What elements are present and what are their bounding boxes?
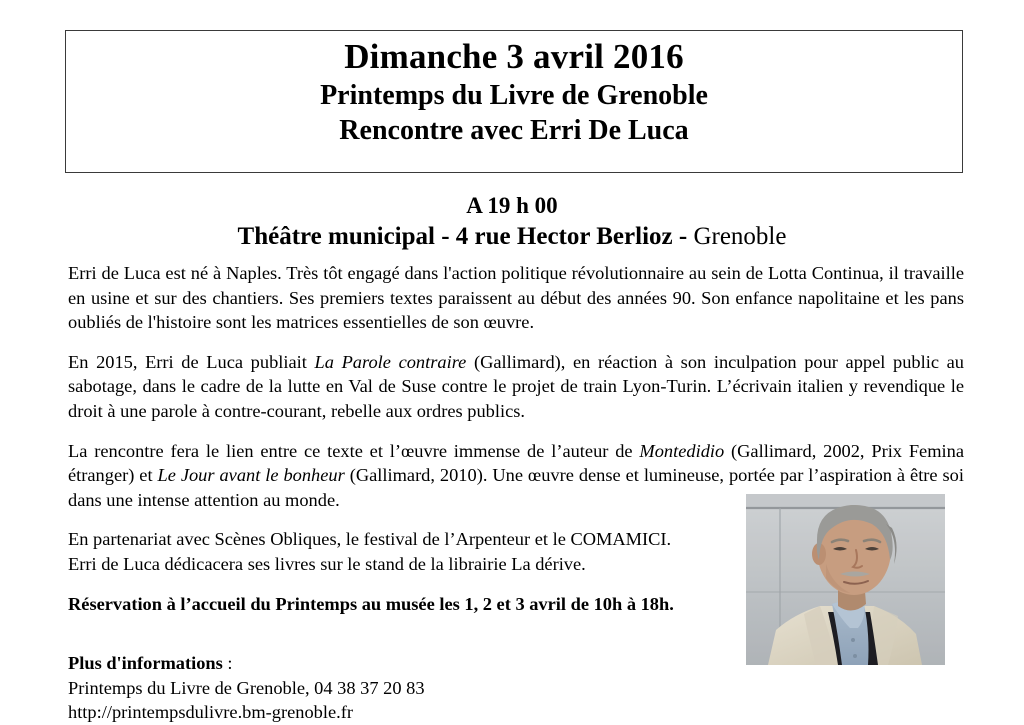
footer-contact-block [68, 651, 748, 725]
meeting-text-part-3: (Gallimard, 2010). Une œuvre dense et lumineuse, portée par l’aspiration à être soi dans une intense attention au monde. [68, 465, 964, 510]
meeting-text-part-1: La rencontre fera le lien entre ce texte et l’œuvre immense de l’auteur de [68, 440, 640, 461]
event-venue [0, 222, 1024, 252]
event-time: A 19 h 00 [466, 193, 558, 218]
venue-city: Grenoble [693, 223, 787, 250]
partnership-line-1: En partenariat avec Scènes Obliques, le festival de l’Arpenteur et le COMAMICI. [68, 529, 672, 550]
publication-paragraph [68, 350, 964, 424]
event-name-line-1: Printemps du Livre de Grenoble [320, 79, 708, 111]
book-title-la-parole-contraire: La Parole contraire [314, 351, 467, 372]
meeting-text-part-2: (Gallimard, 2002, Prix Femina étranger) et [68, 440, 964, 486]
book-title-le-jour-avant-le-bonheur: Le Jour avant le bonheur [157, 465, 345, 486]
website-url[interactable]: http://printempsdulivre.bm-grenoble.fr [68, 702, 353, 723]
title-box [65, 30, 963, 173]
event-name-line-2: Rencontre avec Erri De Luca [339, 115, 689, 147]
portrait-illustration [746, 494, 945, 665]
book-title-montedidio: Montedidio [639, 440, 725, 461]
venue-address: Théâtre municipal - 4 rue Hector Berlioz - [237, 223, 694, 250]
partnership-line-2: Erri de Luca dédicacera ses livres sur le stand de la librairie La dérive. [68, 553, 586, 574]
reservation-notice: Réservation à l’accueil du Printemps au musée les 1, 2 et 3 avril de 10h à 18h. [68, 593, 674, 614]
biography-paragraph: Erri de Luca est né à Naples. Très tôt engagé dans l'action politique révolutionnaire au sein de Lotta Continua, il travaille en usine et sur des chantiers. Ses premiers textes paraissent au début des années 90. Son enfance napolitaine et les pans oubliés de l'histoire sont les matrices essentielles de son œuvre. [68, 263, 964, 333]
publication-text-part-2: (Gallimard), en réaction à son inculpation pour appel public au sabotage, dans le cadre de la lutte en Val de Suse contre le projet de train Lyon-Turin. L’écrivain italien y revendique le droit à une parole à contre-courant, rebelle aux ordres publics. [68, 351, 964, 421]
page-title: Dimanche 3 avril 2016 [344, 37, 684, 76]
partnership-paragraph [68, 527, 748, 576]
contact-phone-line: Printemps du Livre de Grenoble, 04 38 37 20 83 [68, 677, 425, 698]
more-info-colon: : [222, 653, 233, 673]
more-info-heading: Plus d'informations [68, 653, 223, 673]
publication-text-part-1: En 2015, Erri de Luca publiait [68, 351, 315, 372]
author-portrait-photo [746, 494, 945, 665]
footer-heading-line [68, 651, 748, 676]
